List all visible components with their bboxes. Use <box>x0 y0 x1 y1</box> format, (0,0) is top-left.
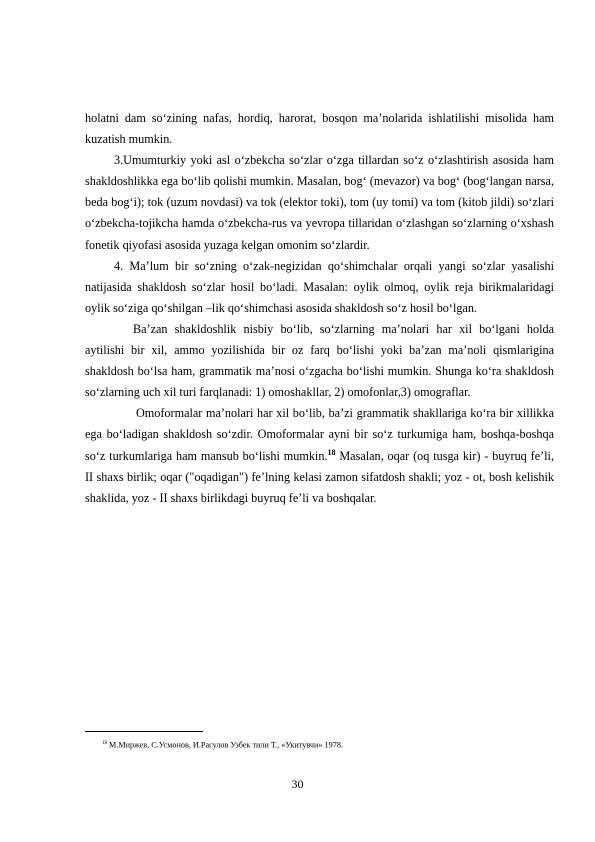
footnote-text: М.Миржев, С.Усмонов, И.Расулов Узбек тили Т., «Укитувчи» 1978. <box>109 740 343 750</box>
footnote-separator <box>85 731 203 732</box>
body-text <box>85 108 554 509</box>
omoformalar-text-start: Omoformalar ma’nolari har xil bo‘lib, ba’zi grammatik shakllariga ko‘ra bir xillikka ega bo‘ladigan shakldosh so‘zdir. Omoformalar ayni bir so‘z turkumiga ham, boshqa-boshqa so‘z turkumlariga ham mansub bo‘lishi mumkin. <box>85 406 554 463</box>
footnote <box>102 739 343 751</box>
footnote-number: 18 <box>102 741 107 746</box>
paragraph-point-3: 3.Umumturkiy yoki asl o‘zbekcha so‘zlar o‘zga tillardan so‘z o‘zlashtirish asosida ham shakldoshlikka ega bo‘lib qolishi mumkin. Masalan, bog‘ (mevazor) va bog‘ (bog‘langan narsa, beda bog‘i); tok (uzum novdasi) va tok (elektor toki), tom (uy tomi) va tom (kitob jildi) so‘zlari o‘zbekcha-tojikcha hamda o‘zbekcha-rus va yevropa tillaridan o‘zlashgan so‘zlarning o‘xshash fonetik qiyofasi asosida yuzaga kelgan omonim so‘zlardir. <box>85 153 554 252</box>
paragraph-omoformalar <box>85 403 554 508</box>
page-number: 30 <box>291 777 304 791</box>
paragraph-continuation: holatni dam so‘zining nafas, hordiq, harorat, bosqon ma’nolarida ishlatilishi misolida ham kuzatish mumkin. <box>85 111 554 147</box>
paragraph-point-4: 4. Ma’lum bir so‘zning o‘zak-negizidan qo‘shimchalar orqali yangi so‘zlar yasalishi natijasida shakldosh so‘zlar hosil bo‘ladi. Masalan: oylik olmoq, oylik reja birikmalaridagi oylik so‘ziga qo‘shilgan –lik qo‘shimchasi asosida shakldosh so‘z hosil bo‘lgan. <box>85 258 554 315</box>
footnote-reference: 18 <box>327 447 336 457</box>
paragraph-homonym-types: Ba’zan shakldoshlik nisbiy bo‘lib, so‘zlarning ma’nolari har xil bo‘lgani holda aytilishi bir xil, ammo yozilishida bir oz farq bo‘lishi yoki ba’zan ma’noli qismlarigina shakldosh bo‘lsa ham, grammatik ma’nosi o‘zgacha bo‘lishi mumkin. Shunga ko‘ra shakldosh so‘zlarning uch xil turi farqlanadi: 1) omoshakllar, 2) omofonlar,3) omograflar. <box>85 321 554 400</box>
omoformalar-text-end: Masalan, oqar (oq tusga kir) - buyruq fe’li, II shaxs birlik; oqar ("oqadigan") fe’lning kelasi zamon sifatdosh shakli; yoz - ot, bosh kelishik shaklida, yoz - II shaxs birlikdagi buyruq fe’li va boshqalar. <box>85 448 554 505</box>
